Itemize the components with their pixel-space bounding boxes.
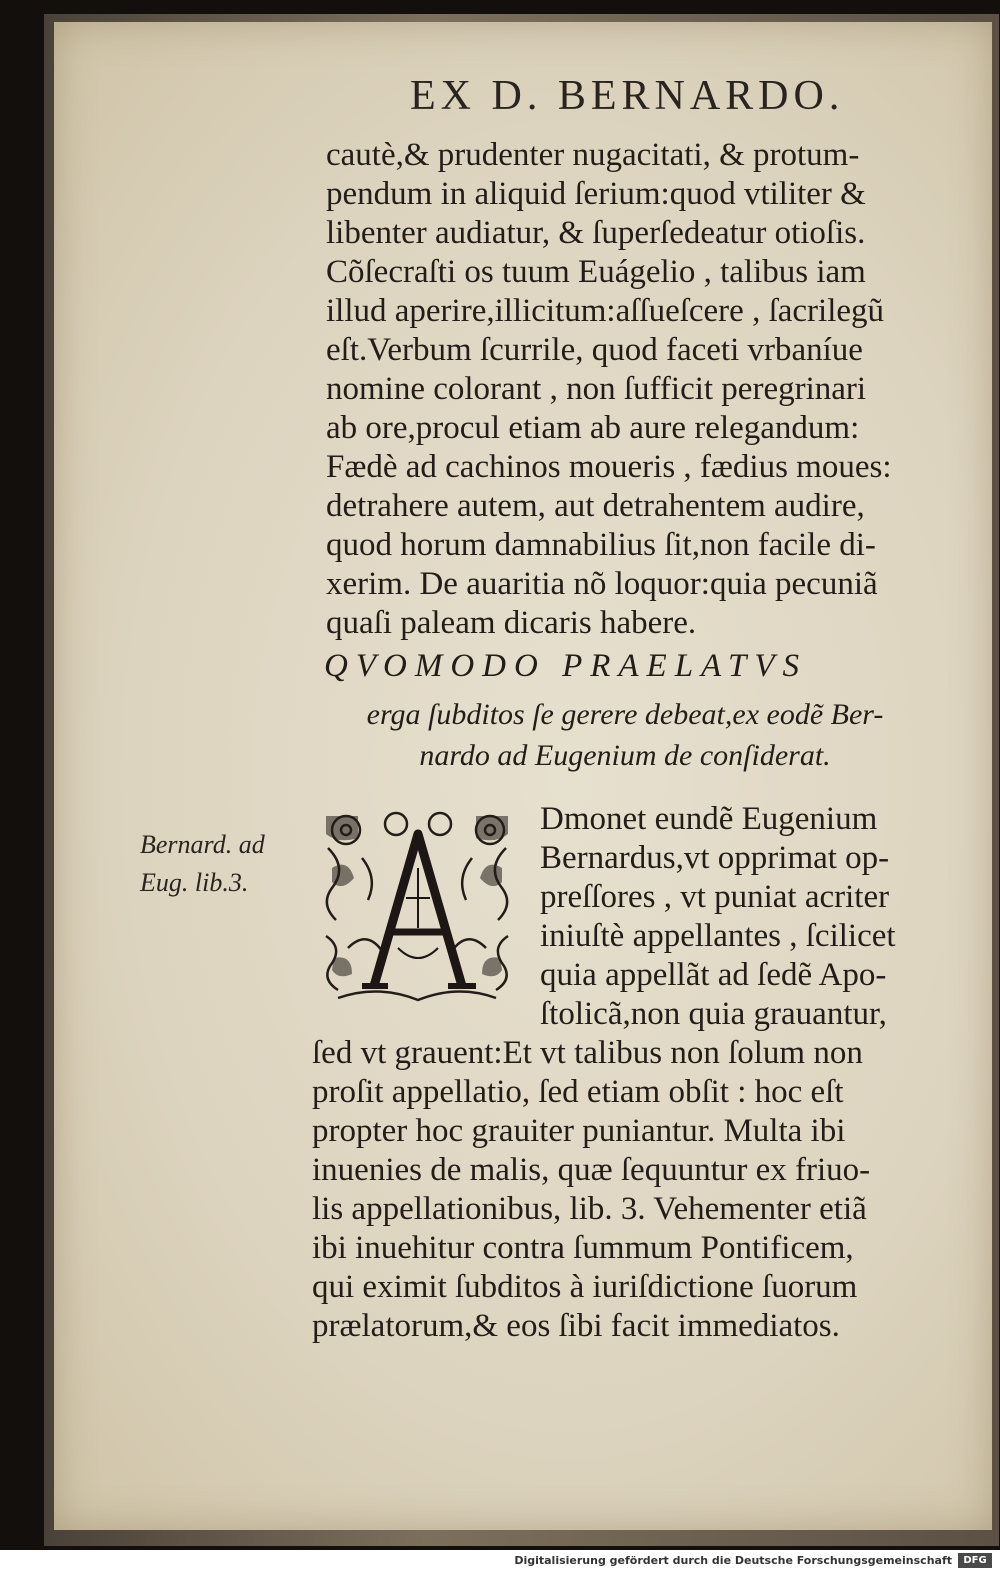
text-line: prælatorum,& eos ſibi facit immediatos. — [312, 1308, 840, 1344]
text-line: Dmonet eundẽ Eugenium — [540, 801, 878, 837]
text-line: Fædè ad cachinos moueris , fædius moues: — [326, 449, 892, 485]
text-line: quia appellãt ad ſedẽ Apo- — [540, 957, 887, 993]
text-line: illud aperire,illicitum:aſſueſcere , ſacrilegũ — [326, 293, 885, 329]
text-line: propter hoc grauiter puniantur. Multa ibi — [312, 1113, 846, 1149]
text-line: quod horum damnabilius ſit,non facile di- — [326, 527, 876, 563]
marginal-note-line: Eug. lib.3. — [140, 868, 249, 897]
text-line: nomine colorant , non ſufficit peregrinari — [326, 371, 867, 407]
text-line: detrahere autem, aut detrahentem audire, — [326, 488, 865, 524]
marginal-note — [140, 826, 300, 902]
text-line: xerim. De auaritia nõ loquor:quia pecuniã — [326, 566, 878, 602]
text-block-top — [326, 136, 926, 643]
text-line: ſed vt grauent:Et vt talibus non ſolum non — [312, 1035, 863, 1071]
text-line: quaſi paleam dicaris habere. — [326, 605, 697, 641]
heading-line: nardo ad Eugenium de conſiderat. — [419, 739, 831, 772]
text-line: eſt.Verbum ſcurrile, quod faceti vrbaníue — [326, 332, 863, 368]
text-block-bottom — [312, 1034, 932, 1346]
text-line: preſſores , vt puniat acriter — [540, 879, 890, 915]
running-head: EX D. BERNARDO. — [410, 73, 845, 119]
text-line: lis appellationibus, lib. 3. Vehementer etiã — [312, 1191, 867, 1227]
section-heading-sub — [320, 694, 930, 776]
text-line: proſit appellatio, ſed etiam obſit : hoc eſt — [312, 1074, 844, 1110]
dfg-logo: DFG — [958, 1553, 992, 1568]
section-heading-caps: QVOMODO PRAELATVS — [324, 648, 807, 684]
text-line: ibi inuehitur contra ſummum Pontificem, — [312, 1230, 854, 1266]
text-line: Cõſecraſti os tuum Euágelio , talibus iam — [326, 254, 866, 290]
decorated-initial-letter — [318, 808, 516, 1008]
text-line: libenter audiatur, & ſuperſedeatur otioſis. — [326, 215, 866, 251]
text-line: cautè,& prudenter nugacitati, & protum- — [326, 137, 860, 173]
text-line: pendum in aliquid ſerium:quod vtiliter & — [326, 176, 866, 212]
funding-credit: Digitalisierung gefördert durch die Deutsche Forschungsgemeinschaft — [514, 1554, 952, 1567]
text-line: Bernardus,vt opprimat op- — [540, 840, 890, 876]
text-line: ſtolicã,non quia grauantur, — [540, 996, 887, 1032]
text-line: qui eximit ſubditos à iuriſdictione ſuorum — [312, 1269, 858, 1305]
heading-line: erga ſubditos ſe gerere debeat,ex eodẽ Ber- — [366, 698, 884, 731]
text-line: iniuſtè appellantes , ſcilicet — [540, 918, 896, 954]
text-block-beside-initial — [540, 800, 930, 1034]
text-line: inuenies de malis, quæ ſequuntur ex friuo- — [312, 1152, 871, 1188]
marginal-note-line: Bernard. ad — [140, 830, 265, 859]
text-line: ab ore,procul etiam ab aure relegandum: — [326, 410, 860, 446]
